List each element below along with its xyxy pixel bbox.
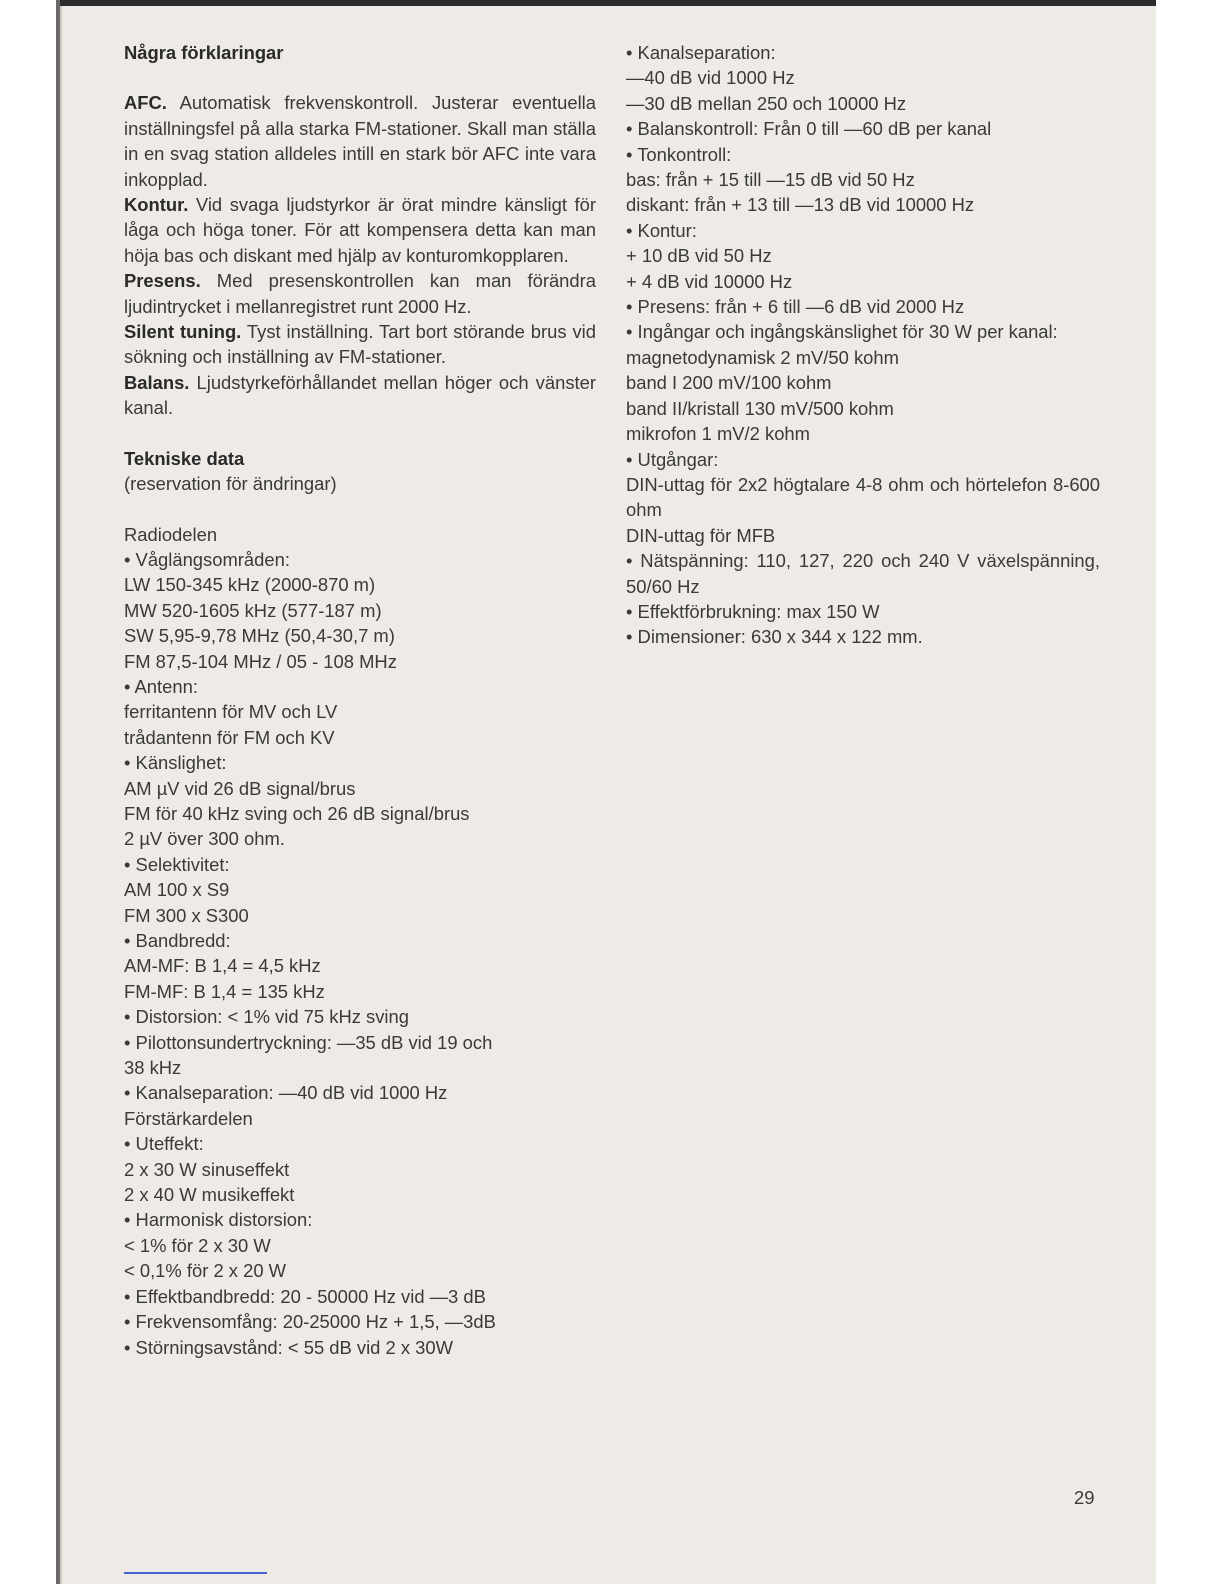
spec-line: • Kanalseparation: —40 dB vid 1000 Hz [124,1082,448,1104]
spec-line: • Kanalseparation: [626,42,776,63]
spec-line: • Distorsion: < 1% vid 75 kHz sving [124,1006,409,1028]
spec-line: FM för 40 kHz sving och 26 dB signal/brus [124,802,470,824]
spec-line: 38 kHz [124,1057,182,1079]
explanations-heading: Några förklaringar [124,42,284,63]
presens-text: Med presenskontrollen kan man förändra ljudintrycket i mellanregistret runt 2000 Hz. [124,270,596,317]
spec-line: • Effektbandbredd: 20 - 50000 Hz vid —3 dB [124,1285,486,1307]
spec-line: —30 dB mellan 250 och 10000 Hz [626,92,907,114]
spec-line: • Uteffekt: [124,1133,204,1155]
left-column [124,40,596,1360]
spec-line: • Utgångar: [626,448,719,470]
presens-paragraph [124,268,596,319]
spec-line: FM 300 x S300 [124,904,249,926]
spec-line: • Nätspänning: 110, 127, 220 och 240 V växelspänning, 50/60 Hz [626,550,1100,597]
spec-line: • Pilottonsundertryckning: —35 dB vid 19 och [124,1031,493,1053]
spec-line: 2 x 30 W sinuseffekt [124,1158,290,1180]
spec-line: + 10 dB vid 50 Hz [626,245,772,267]
spec-line: • Balanskontroll: Från 0 till —60 dB per kanal [626,118,992,140]
spec-line: FM 87,5-104 MHz / 05 - 108 MHz [124,650,397,672]
spec-line: AM µV vid 26 dB signal/brus [124,777,356,799]
spec-line: + 4 dB vid 10000 Hz [626,270,793,292]
afc-text: Automatisk frekvenskontroll. Justerar eventuella inställningsfel på alla starka FM-stationer. Skall man ställa in en svag station alldeles intill en stark bör AFC inte vara inkopplad. [124,92,596,190]
afc-term: AFC. [124,92,167,114]
page-number: 29 [1074,1487,1095,1508]
spec-line: 2 µV över 300 ohm. [124,828,285,850]
spec-line: • Tonkontroll: [626,143,732,165]
spec-line: AM 100 x S9 [124,879,230,901]
spec-line: FM-MF: B 1,4 = 135 kHz [124,980,325,1002]
kontur-text: Vid svaga ljudstyrkor är örat mindre känsligt för låga och höga toner. För att kompensera detta kan man höja bas och diskant med hjälp av konturomkopplaren. [124,194,596,266]
silent-tuning-term: Silent tuning. [124,321,242,343]
spec-line: • Bandbredd: [124,930,231,951]
spec-line: • Harmonisk distorsion: [124,1209,313,1231]
balans-text: Ljudstyrkeförhållandet mellan höger och vänster kanal. [124,371,596,419]
spec-line: • Presens: från + 6 till —6 dB vid 2000 Hz [626,296,965,318]
bottom-mark [124,1572,267,1574]
presens-term: Presens. [124,270,201,292]
spec-line: • Ingångar och ingångskänslighet för 30 W per kanal: [626,321,1058,343]
balans-paragraph [124,370,596,421]
spec-line: LW 150-345 kHz (2000-870 m) [124,574,376,596]
spec-line: bas: från + 15 till —15 dB vid 50 Hz [626,169,915,191]
spec-line: Förstärkardelen [124,1107,253,1129]
right-column [626,40,1100,650]
spec-line: DIN-uttag för 2x2 högtalare 4-8 ohm och hörtelefon 8-600 ohm [626,473,1100,521]
kontur-paragraph [124,192,596,268]
spec-line: • Effektförbrukning: max 150 W [626,600,880,622]
spec-line: Radiodelen [124,523,218,545]
spec-line: • Frekvensomfång: 20-25000 Hz + 1,5, —3dB [124,1311,496,1333]
spec-line: mikrofon 1 mV/2 kohm [626,423,810,445]
spec-line: trådantenn för FM och KV [124,726,335,748]
spec-line: • Kontur: [626,219,697,241]
spec-line: < 0,1% för 2 x 20 W [124,1260,287,1282]
spec-line: AM-MF: B 1,4 = 4,5 kHz [124,955,321,977]
spec-line: diskant: från + 13 till —13 dB vid 10000 Hz [626,194,975,216]
left-spec-list [124,522,596,1360]
spec-line: • Antenn: [124,675,198,697]
afc-paragraph [124,90,596,192]
top-edge [60,0,1156,6]
spec-line: band I 200 mV/100 kohm [626,372,832,394]
kontur-term: Kontur. [124,194,189,216]
tech-heading: Tekniske data [124,447,245,469]
spec-line: 2 x 40 W musikeffekt [124,1184,295,1206]
spec-line: MW 520-1605 kHz (577-187 m) [124,599,382,621]
spec-line: magnetodynamisk 2 mV/50 kohm [626,346,899,368]
spec-line: < 1% för 2 x 30 W [124,1234,271,1256]
spec-line: band II/kristall 130 mV/500 kohm [626,397,894,419]
right-spec-list [626,40,1100,650]
spec-line: • Känslighet: [124,752,227,774]
spec-line: ferritantenn för MV och LV [124,701,338,723]
spec-line: —40 dB vid 1000 Hz [626,67,795,89]
tech-note: (reservation för ändringar) [124,473,337,495]
spec-line: • Selektivitet: [124,853,230,875]
silent-tuning-text: Tyst inställning. Tart bort störande brus vid sökning och inställning av FM-stationer. [124,321,596,368]
spec-line: DIN-uttag för MFB [626,524,776,546]
spec-line: • Våglängsområden: [124,548,290,570]
silent-tuning-paragraph [124,319,596,370]
balans-term: Balans. [124,371,190,393]
spec-line: • Dimensioner: 630 x 344 x 122 mm. [626,626,923,648]
spec-line: • Störningsavstånd: < 55 dB vid 2 x 30W [124,1336,453,1358]
spec-line: SW 5,95-9,78 MHz (50,4-30,7 m) [124,625,395,647]
